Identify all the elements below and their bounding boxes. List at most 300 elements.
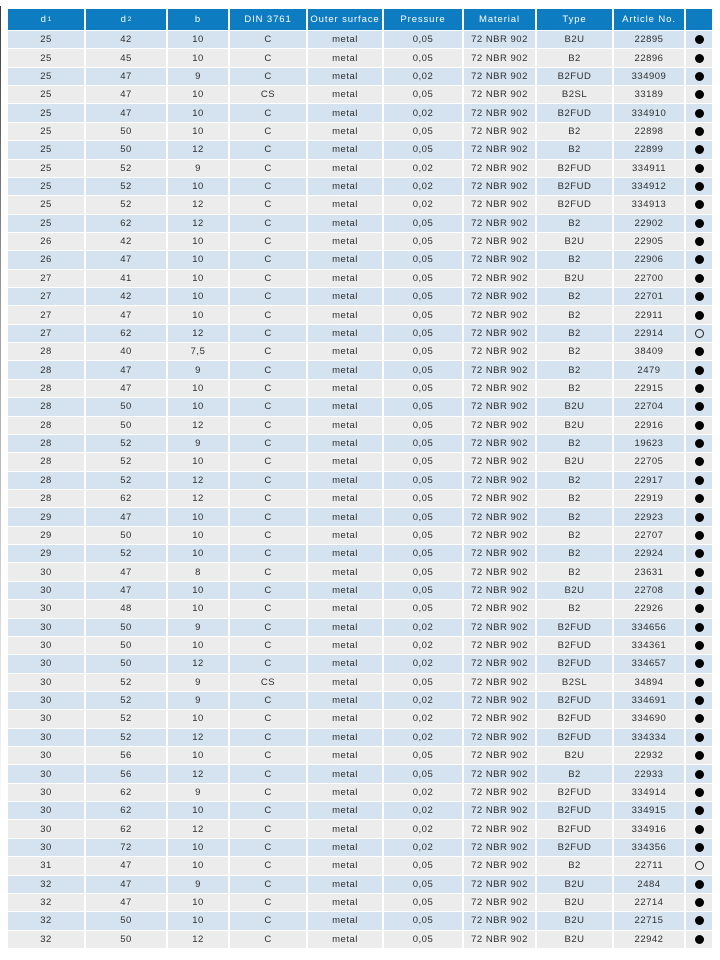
cell-article-no: 22705	[614, 453, 686, 470]
cell-d1: 25	[8, 141, 86, 158]
cell-b: 9	[168, 361, 230, 378]
cell-din-3761: C	[230, 288, 308, 305]
table-row	[8, 912, 712, 929]
cell-d2: 52	[86, 729, 168, 746]
cell-d1: 28	[8, 472, 86, 489]
cell-d1: 25	[8, 215, 86, 232]
filled-dot-icon	[695, 623, 704, 632]
table-row	[8, 435, 712, 452]
cell-article-no: 22902	[614, 215, 686, 232]
cell-b: 10	[168, 49, 230, 66]
cell-d2: 52	[86, 710, 168, 727]
cell-pressure: 0,02	[384, 68, 464, 85]
cell-type: B2	[537, 123, 614, 140]
cell-outer-surface: metal	[308, 31, 384, 48]
cell-d1: 25	[8, 31, 86, 48]
col-header-d1: d 1	[8, 9, 86, 30]
cell-outer-surface: metal	[308, 619, 384, 636]
cell-b: 12	[168, 325, 230, 342]
shaft-seal-table	[8, 9, 712, 948]
cell-outer-surface: metal	[308, 68, 384, 85]
cell-d1: 27	[8, 325, 86, 342]
cell-d1: 28	[8, 435, 86, 452]
cell-d2: 50	[86, 619, 168, 636]
cell-d2: 47	[86, 582, 168, 599]
cell-b: 10	[168, 398, 230, 415]
cell-d1: 30	[8, 619, 86, 636]
cell-pressure: 0,02	[384, 104, 464, 121]
cell-d2: 48	[86, 600, 168, 617]
availability-cell	[686, 160, 712, 177]
table-row	[8, 196, 712, 213]
cell-outer-surface: metal	[308, 876, 384, 893]
filled-dot-icon	[695, 494, 704, 503]
availability-cell	[686, 820, 712, 837]
cell-din-3761: C	[230, 361, 308, 378]
cell-b: 12	[168, 141, 230, 158]
cell-type: B2U	[537, 31, 614, 48]
cell-outer-surface: metal	[308, 857, 384, 874]
cell-d1: 30	[8, 582, 86, 599]
cell-outer-surface: metal	[308, 325, 384, 342]
cell-b: 9	[168, 619, 230, 636]
cell-d2: 40	[86, 343, 168, 360]
availability-cell	[686, 692, 712, 709]
cell-b: 9	[168, 68, 230, 85]
cell-material: 72 NBR 902	[464, 747, 537, 764]
cell-material: 72 NBR 902	[464, 545, 537, 562]
cell-d1: 25	[8, 160, 86, 177]
cell-article-no: 22924	[614, 545, 686, 562]
table-row	[8, 527, 712, 544]
cell-din-3761: C	[230, 912, 308, 929]
cell-pressure: 0,05	[384, 343, 464, 360]
cell-article-no: 23631	[614, 563, 686, 580]
cell-material: 72 NBR 902	[464, 123, 537, 140]
cell-b: 10	[168, 251, 230, 268]
filled-dot-icon	[695, 164, 704, 173]
cell-article-no: 334356	[614, 839, 686, 856]
cell-material: 72 NBR 902	[464, 160, 537, 177]
cell-d2: 47	[86, 508, 168, 525]
cell-d2: 47	[86, 563, 168, 580]
cell-d1: 28	[8, 453, 86, 470]
cell-pressure: 0,02	[384, 637, 464, 654]
availability-cell	[686, 196, 712, 213]
availability-cell	[686, 306, 712, 323]
table-row	[8, 233, 712, 250]
cell-d1: 25	[8, 123, 86, 140]
cell-article-no: 22896	[614, 49, 686, 66]
cell-pressure: 0,02	[384, 729, 464, 746]
cell-outer-surface: metal	[308, 453, 384, 470]
cell-b: 10	[168, 747, 230, 764]
cell-din-3761: C	[230, 820, 308, 837]
cell-outer-surface: metal	[308, 123, 384, 140]
cell-type: B2U	[537, 453, 614, 470]
cell-type: B2	[537, 49, 614, 66]
cell-type: B2FUD	[537, 160, 614, 177]
cell-d2: 47	[86, 380, 168, 397]
cell-outer-surface: metal	[308, 270, 384, 287]
cell-b: 12	[168, 655, 230, 672]
cell-din-3761: C	[230, 31, 308, 48]
cell-d2: 62	[86, 784, 168, 801]
cell-din-3761: C	[230, 435, 308, 452]
cell-din-3761: C	[230, 857, 308, 874]
cell-pressure: 0,02	[384, 839, 464, 856]
table-row	[8, 655, 712, 672]
filled-dot-icon	[695, 200, 704, 209]
cell-material: 72 NBR 902	[464, 141, 537, 158]
filled-dot-icon	[695, 311, 704, 320]
cell-type: B2FUD	[537, 104, 614, 121]
cell-d2: 52	[86, 545, 168, 562]
filled-dot-icon	[695, 788, 704, 797]
cell-article-no: 334657	[614, 655, 686, 672]
table-row	[8, 876, 712, 893]
cell-b: 10	[168, 857, 230, 874]
cell-type: B2	[537, 545, 614, 562]
cell-pressure: 0,05	[384, 270, 464, 287]
cell-d1: 30	[8, 692, 86, 709]
cell-b: 10	[168, 582, 230, 599]
cell-b: 10	[168, 453, 230, 470]
availability-cell	[686, 857, 712, 874]
cell-outer-surface: metal	[308, 655, 384, 672]
cell-d2: 42	[86, 288, 168, 305]
cell-d2: 50	[86, 912, 168, 929]
cell-d1: 31	[8, 857, 86, 874]
cell-din-3761: C	[230, 178, 308, 195]
cell-type: B2U	[537, 270, 614, 287]
cell-d1: 27	[8, 270, 86, 287]
cell-outer-surface: metal	[308, 765, 384, 782]
cell-b: 12	[168, 472, 230, 489]
cell-material: 72 NBR 902	[464, 343, 537, 360]
cell-article-no: 22919	[614, 490, 686, 507]
table-row	[8, 453, 712, 470]
table-row	[8, 674, 712, 691]
cell-d1: 28	[8, 398, 86, 415]
cell-outer-surface: metal	[308, 894, 384, 911]
cell-d1: 25	[8, 196, 86, 213]
cell-pressure: 0,05	[384, 306, 464, 323]
cell-type: B2U	[537, 912, 614, 929]
cell-outer-surface: metal	[308, 288, 384, 305]
cell-material: 72 NBR 902	[464, 178, 537, 195]
cell-outer-surface: metal	[308, 692, 384, 709]
table-row	[8, 270, 712, 287]
table-row	[8, 325, 712, 342]
cell-d1: 25	[8, 49, 86, 66]
cell-type: B2FUD	[537, 637, 614, 654]
cell-d2: 50	[86, 398, 168, 415]
cell-material: 72 NBR 902	[464, 490, 537, 507]
cell-pressure: 0,02	[384, 784, 464, 801]
col-header-availability	[686, 9, 712, 30]
cell-article-no: 19623	[614, 435, 686, 452]
cell-type: B2	[537, 380, 614, 397]
cell-type: B2FUD	[537, 619, 614, 636]
cell-article-no: 22899	[614, 141, 686, 158]
cell-type: B2U	[537, 876, 614, 893]
cell-material: 72 NBR 902	[464, 68, 537, 85]
cell-outer-surface: metal	[308, 233, 384, 250]
cell-article-no: 334691	[614, 692, 686, 709]
table-row	[8, 490, 712, 507]
filled-dot-icon	[695, 513, 704, 522]
cell-pressure: 0,05	[384, 508, 464, 525]
cell-outer-surface: metal	[308, 508, 384, 525]
hollow-dot-icon	[695, 329, 704, 338]
cell-article-no: 22905	[614, 233, 686, 250]
cell-d2: 52	[86, 196, 168, 213]
table-row	[8, 820, 712, 837]
cell-b: 9	[168, 435, 230, 452]
cell-article-no: 22933	[614, 765, 686, 782]
cell-material: 72 NBR 902	[464, 931, 537, 948]
cell-d2: 62	[86, 802, 168, 819]
cell-material: 72 NBR 902	[464, 31, 537, 48]
availability-cell	[686, 251, 712, 268]
cell-din-3761: C	[230, 160, 308, 177]
cell-d1: 26	[8, 233, 86, 250]
availability-cell	[686, 784, 712, 801]
table-row	[8, 178, 712, 195]
cell-b: 9	[168, 674, 230, 691]
cell-b: 9	[168, 160, 230, 177]
cell-material: 72 NBR 902	[464, 288, 537, 305]
cell-din-3761: C	[230, 563, 308, 580]
table-row	[8, 380, 712, 397]
filled-dot-icon	[695, 825, 704, 834]
cell-d1: 25	[8, 86, 86, 103]
cell-type: B2	[537, 765, 614, 782]
cell-pressure: 0,05	[384, 894, 464, 911]
filled-dot-icon	[695, 531, 704, 540]
cell-d1: 29	[8, 545, 86, 562]
cell-material: 72 NBR 902	[464, 894, 537, 911]
filled-dot-icon	[695, 880, 704, 889]
cell-d2: 50	[86, 123, 168, 140]
cell-type: B2FUD	[537, 820, 614, 837]
col-header-article-no: Article No.	[614, 9, 686, 30]
availability-cell	[686, 710, 712, 727]
cell-outer-surface: metal	[308, 839, 384, 856]
availability-cell	[686, 674, 712, 691]
cell-outer-surface: metal	[308, 251, 384, 268]
cell-outer-surface: metal	[308, 417, 384, 434]
cell-pressure: 0,05	[384, 123, 464, 140]
filled-dot-icon	[695, 916, 704, 925]
cell-d1: 28	[8, 343, 86, 360]
cell-material: 72 NBR 902	[464, 453, 537, 470]
filled-dot-icon	[695, 219, 704, 228]
cell-article-no: 334909	[614, 68, 686, 85]
table-row	[8, 600, 712, 617]
cell-type: B2FUD	[537, 655, 614, 672]
cell-outer-surface: metal	[308, 472, 384, 489]
cell-material: 72 NBR 902	[464, 802, 537, 819]
cell-outer-surface: metal	[308, 306, 384, 323]
cell-article-no: 22942	[614, 931, 686, 948]
cell-pressure: 0,02	[384, 820, 464, 837]
filled-dot-icon	[695, 384, 704, 393]
availability-cell	[686, 876, 712, 893]
cell-b: 12	[168, 417, 230, 434]
cell-b: 12	[168, 931, 230, 948]
cell-type: B2U	[537, 747, 614, 764]
cell-din-3761: C	[230, 600, 308, 617]
table-row	[8, 765, 712, 782]
cell-material: 72 NBR 902	[464, 325, 537, 342]
cell-b: 12	[168, 215, 230, 232]
cell-material: 72 NBR 902	[464, 600, 537, 617]
cell-din-3761: C	[230, 306, 308, 323]
table-row	[8, 637, 712, 654]
table-row	[8, 417, 712, 434]
cell-pressure: 0,02	[384, 160, 464, 177]
cell-d2: 47	[86, 894, 168, 911]
cell-b: 9	[168, 876, 230, 893]
table-row	[8, 251, 712, 268]
cell-material: 72 NBR 902	[464, 839, 537, 856]
cell-b: 10	[168, 508, 230, 525]
cell-material: 72 NBR 902	[464, 820, 537, 837]
cell-pressure: 0,02	[384, 178, 464, 195]
cell-pressure: 0,05	[384, 765, 464, 782]
cell-pressure: 0,05	[384, 380, 464, 397]
cell-outer-surface: metal	[308, 802, 384, 819]
cell-b: 10	[168, 123, 230, 140]
cell-material: 72 NBR 902	[464, 710, 537, 727]
cell-din-3761: C	[230, 619, 308, 636]
cell-din-3761: C	[230, 104, 308, 121]
col-header-material: Material	[464, 9, 537, 30]
cell-outer-surface: metal	[308, 563, 384, 580]
cell-pressure: 0,05	[384, 912, 464, 929]
cell-b: 10	[168, 104, 230, 121]
table-row	[8, 545, 712, 562]
cell-material: 72 NBR 902	[464, 196, 537, 213]
cell-din-3761: C	[230, 215, 308, 232]
availability-cell	[686, 49, 712, 66]
table-row	[8, 508, 712, 525]
cell-d1: 28	[8, 380, 86, 397]
cell-material: 72 NBR 902	[464, 251, 537, 268]
cell-outer-surface: metal	[308, 637, 384, 654]
table-header-row	[8, 9, 712, 30]
cell-b: 10	[168, 912, 230, 929]
cell-material: 72 NBR 902	[464, 306, 537, 323]
availability-cell	[686, 508, 712, 525]
cell-din-3761: C	[230, 765, 308, 782]
availability-cell	[686, 582, 712, 599]
cell-material: 72 NBR 902	[464, 380, 537, 397]
cell-d2: 47	[86, 306, 168, 323]
cell-din-3761: C	[230, 196, 308, 213]
table-row	[8, 306, 712, 323]
cell-material: 72 NBR 902	[464, 527, 537, 544]
cell-din-3761: C	[230, 876, 308, 893]
cell-d2: 42	[86, 31, 168, 48]
availability-cell	[686, 894, 712, 911]
cell-din-3761: C	[230, 233, 308, 250]
cell-type: B2	[537, 508, 614, 525]
cell-pressure: 0,05	[384, 857, 464, 874]
cell-b: 9	[168, 784, 230, 801]
table-row	[8, 563, 712, 580]
availability-cell	[686, 104, 712, 121]
table-row	[8, 104, 712, 121]
cell-material: 72 NBR 902	[464, 563, 537, 580]
filled-dot-icon	[695, 182, 704, 191]
cell-type: B2	[537, 490, 614, 507]
filled-dot-icon	[695, 274, 704, 283]
table-row	[8, 710, 712, 727]
filled-dot-icon	[695, 347, 704, 356]
cell-d1: 30	[8, 563, 86, 580]
cell-type: B2U	[537, 398, 614, 415]
cell-article-no: 22915	[614, 380, 686, 397]
cell-d2: 47	[86, 857, 168, 874]
cell-d1: 29	[8, 508, 86, 525]
cell-article-no: 334914	[614, 784, 686, 801]
availability-cell	[686, 655, 712, 672]
cell-d1: 32	[8, 894, 86, 911]
cell-type: B2U	[537, 417, 614, 434]
filled-dot-icon	[695, 806, 704, 815]
cell-outer-surface: metal	[308, 729, 384, 746]
filled-dot-icon	[695, 751, 704, 760]
availability-cell	[686, 288, 712, 305]
cell-din-3761: C	[230, 49, 308, 66]
cell-b: 10	[168, 270, 230, 287]
cell-article-no: 22715	[614, 912, 686, 929]
cell-article-no: 33189	[614, 86, 686, 103]
cell-article-no: 22906	[614, 251, 686, 268]
cell-b: 10	[168, 710, 230, 727]
cell-material: 72 NBR 902	[464, 86, 537, 103]
cell-material: 72 NBR 902	[464, 655, 537, 672]
filled-dot-icon	[695, 770, 704, 779]
cell-article-no: 22932	[614, 747, 686, 764]
cell-material: 72 NBR 902	[464, 765, 537, 782]
filled-dot-icon	[695, 35, 704, 44]
cell-article-no: 334912	[614, 178, 686, 195]
cell-outer-surface: metal	[308, 178, 384, 195]
cell-din-3761: C	[230, 141, 308, 158]
cell-article-no: 22708	[614, 582, 686, 599]
cell-pressure: 0,05	[384, 86, 464, 103]
cell-type: B2	[537, 361, 614, 378]
cell-din-3761: C	[230, 380, 308, 397]
cell-article-no: 22701	[614, 288, 686, 305]
cell-d1: 30	[8, 674, 86, 691]
cell-b: 9	[168, 692, 230, 709]
cell-d2: 62	[86, 820, 168, 837]
cell-d1: 30	[8, 802, 86, 819]
availability-cell	[686, 380, 712, 397]
cell-material: 72 NBR 902	[464, 876, 537, 893]
col-header-pressure: Pressure	[384, 9, 464, 30]
cell-din-3761: C	[230, 270, 308, 287]
cell-article-no: 22914	[614, 325, 686, 342]
cell-type: B2	[537, 600, 614, 617]
cell-material: 72 NBR 902	[464, 582, 537, 599]
cell-outer-surface: metal	[308, 141, 384, 158]
